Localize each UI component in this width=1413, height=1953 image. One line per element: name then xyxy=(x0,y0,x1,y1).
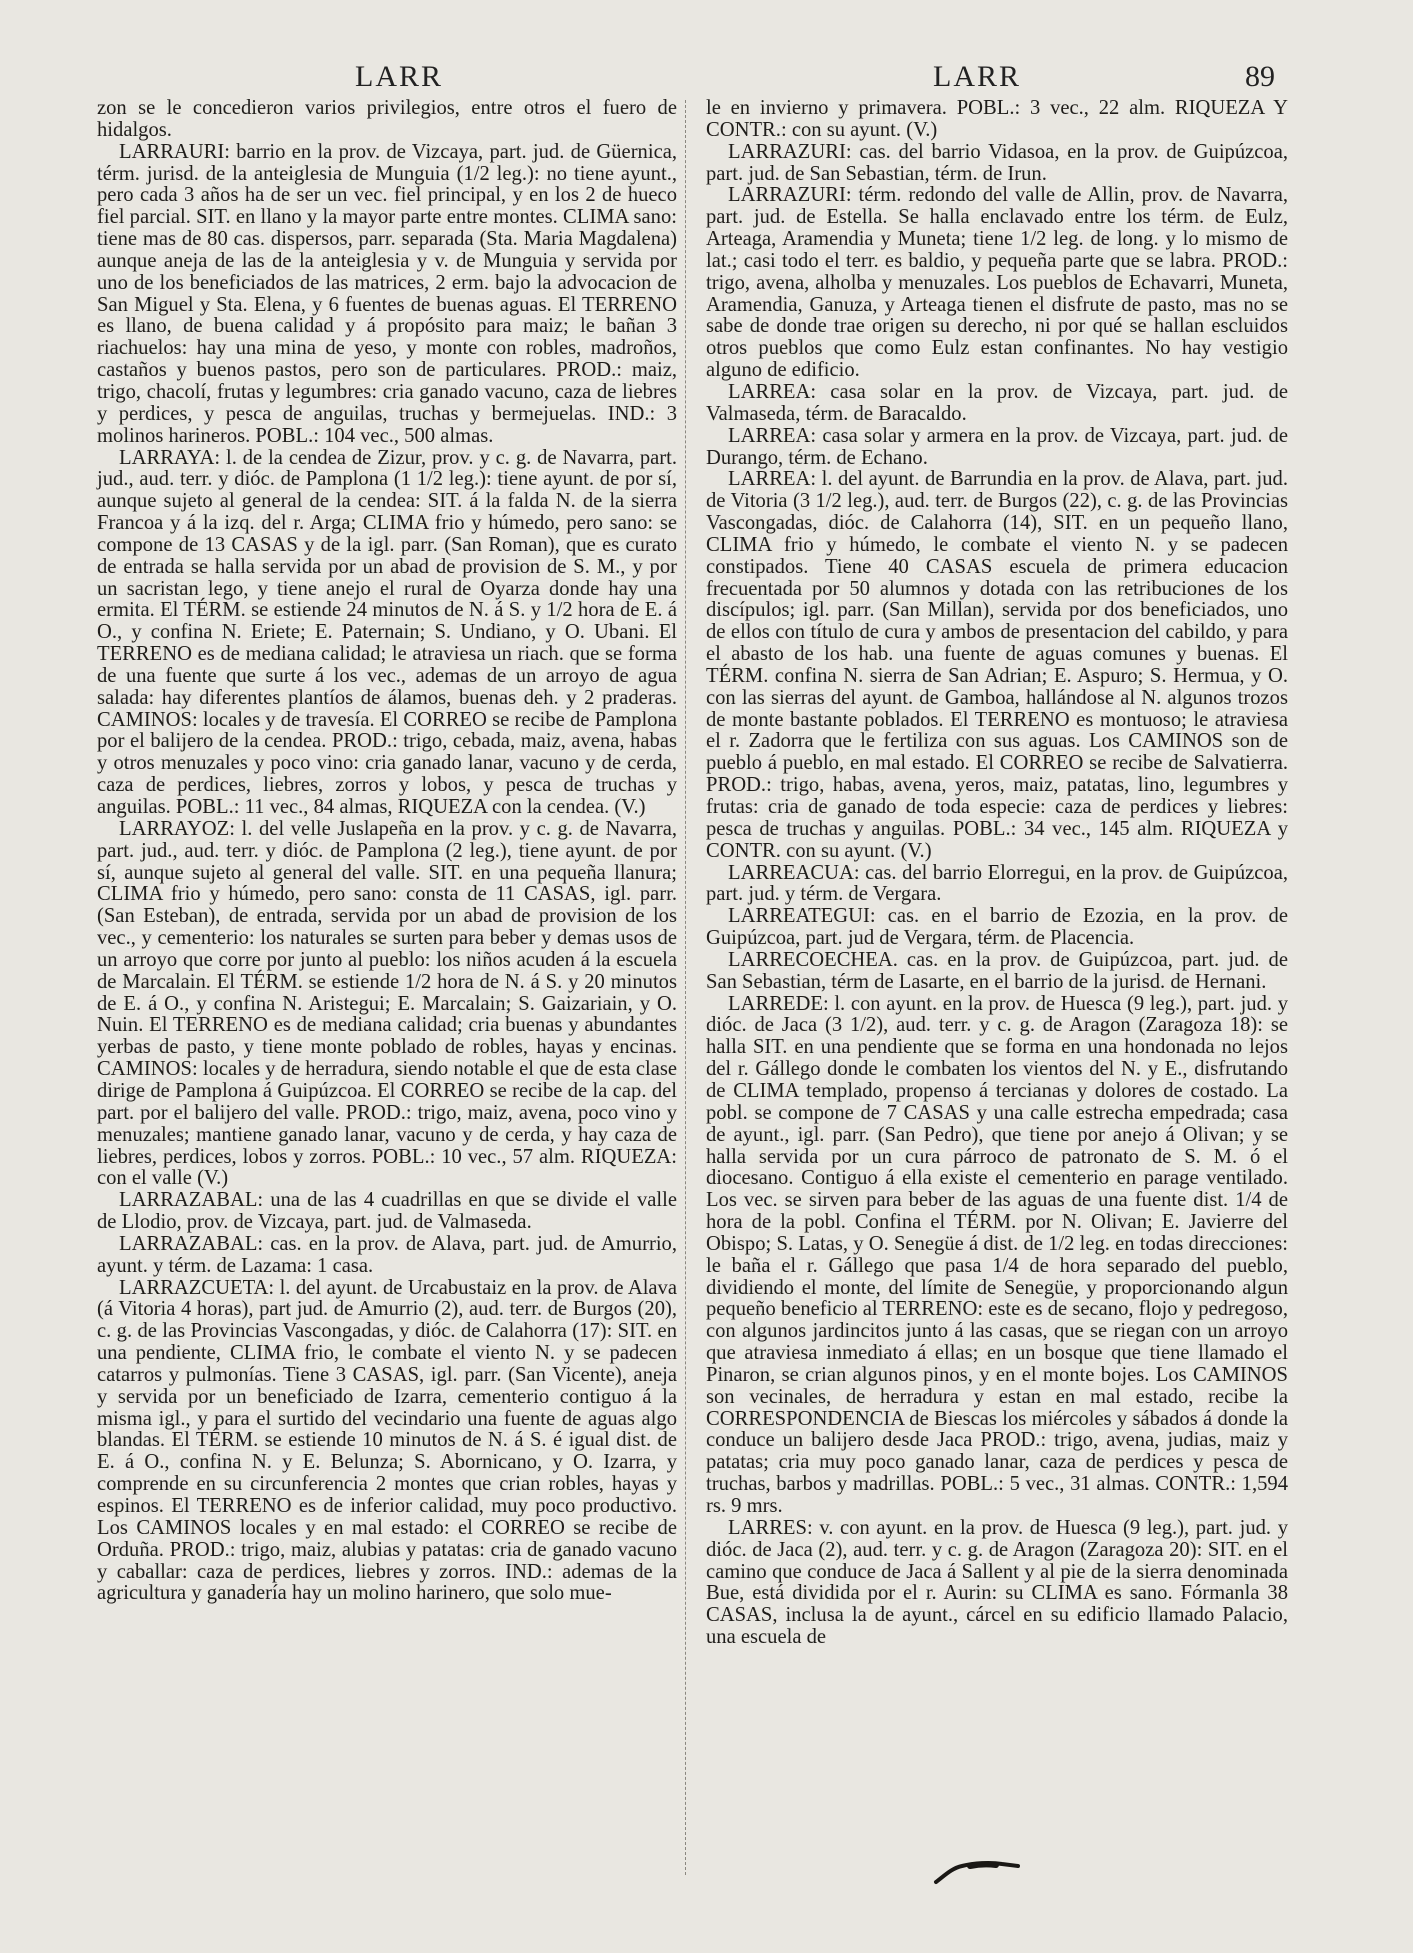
dictionary-entry: LARREATEGUI: cas. en el barrio de Ezozia, en la prov. de Guipúzcoa, part. jud de Vergara, térm. de Placencia. xyxy=(706,905,1288,950)
page-number: 89 xyxy=(1245,60,1275,93)
dictionary-entry: LARREA: casa solar en la prov. de Vizcaya, part. jud. de Valmaseda, térm. de Baracaldo. xyxy=(706,380,1288,425)
running-head-left: LARR xyxy=(355,60,444,93)
dictionary-entry: LARREACUA: cas. del barrio Elorregui, en la prov. de Guipúzcoa, part. jud. y térm. de Vergara. xyxy=(706,861,1288,906)
dictionary-entry: LARRAZCUETA: l. del ayunt. de Urcabustaiz en la prov. de Alava (á Vitoria 4 horas), part jud. de Amurrio (2), aud. terr. de Burgos (20), c. g. de las Provincias Vascongadas, y dióc. de Calahorra (17): SIT. en una pendiente, CLIMA frio, le combate el viento N. y se padecen catarros y pulmonías. Tiene 3 CASAS, igl. parr. (San Vicente), aneja y servida por un beneficiado de Izarra, cementerio contiguo á la misma igl., y para el surtido del vecindario una fuente de aguas algo blandas. El TÉRM. se estiende 10 minutos de N. á S. é igual dist. de E. á O., confina N. y E. Belunza; S. Aborniсano, y O. Izarra, y comprende en su circunferencia 2 montes que crian robles, hayas y espinos. El TERRENO es de inferior calidad, muy poco productivo. Los CAMINOS locales y en mal estado: el CORREO se recibe de Orduña. PROD.: trigo, maiz, alubias y patatas: cria de ganado vacuno y caballar: caza de perdices, liebres y zorros. IND.: ademas de la agricultura y ganadería hay un molino harinero, que solo mue- xyxy=(97,1276,677,1605)
dictionary-entry: LARRAZURI: térm. redondo del valle de Allin, prov. de Navarra, part. jud. de Estella. Se halla enclavado entre los térm. de Eulz, Arteaga, Aramendia y Muneta; tiene 1/2 leg. de long. y lo mismo de lat.; casi todo el terr. es baldio, y pequeña parte que se labra. PROD.: trigo, avena, alholba y menuzales. Los pueblos de Echavarri, Muneta, Aramendia, Ganuza, y Arteaga tienen el disfrute de pasto, mas no se sabe de donde trae origen su derecho, ni por qué se hallan escluidos otros pueblos que como Eulz estan confinantes. No hay vestigio alguno de edificio. xyxy=(706,184,1288,382)
dictionary-entry: LARRAYA: l. de la cendea de Zizur, prov. y c. g. de Navarra, part. jud., aud. terr. y dióc. de Pamplona (1 1/2 leg.): tiene ayunt. de por sí, aunque sujeto al general de la cendea: SIT. á la falda N. de la sierra Francoa y á la izq. del r. Arga; CLIMA frio y húmedo, pero sano: se compone de 13 CASAS y de la igl. parr. (San Roman), que es curato de entrada se halla servida por un abad de provision de S. M., y por un sacristan lego, y tiene anejo el rural de Oyarza donde hay una ermita. El TÉRM. se estiende 24 minutos de N. á S. y 1/2 hora de E. á O., y confina N. Eriete; E. Paternain; S. Undiano, y O. Ubani. El TERRENO es de mediana calidad; le atraviesa un riach. que se forma de una fuente que surte á los vec., ademas de un arroyo de agua salada: hay diferentes plantíos de álamos, buenas deh. y 2 praderas. CAMINOS: locales y de travesía. El CORREO se recibe de Pamplona por el balijero de la cendea. PROD.: trigo, cebada, maiz, avena, habas y otros menuzales y poco vino: cria ganado lanar, vacuno y de cerda, caza de perdices, liebres, zorros y lobos, y pesca de truchas y anguilas. POBL.: 11 vec., 84 almas, RIQUEZA con la cendea. (V.) xyxy=(97,446,677,818)
dictionary-entry: LARRAZURI: cas. del barrio Vidasoa, en la prov. de Guipúzcoa, part. jud. de San Sebastian, térm. de Irun. xyxy=(706,140,1288,185)
dictionary-entry: LARREDE: l. con ayunt. en la prov. de Huesca (9 leg.), part. jud. y dióc. de Jaca (3 1/2), aud. terr. y c. g. de Aragon (Zaragoza 18): se halla SIT. en una pendiente que se forma en una hondonada no lejos del r. Gállego donde le combaten los vientos del N. y E., disfrutando de CLIMA templado, propenso á tercianas y dolores de costado. La pobl. se compone de 7 CASAS y una calle estrecha empedrada; casa de ayunt., igl. parr. (San Pedro), que tiene por anejo á Olivan; y se halla servida por un cura párroco de patronato de S. M. ó el diocesano. Contiguo á ella existe el cementerio en parage ventilado. Los vec. se sirven para beber de las aguas de una fuente dist. 1/4 de hora de la pobl. Confina el TÉRM. por N. Olivan; E. Javierre del Obispo; S. Latas, y O. Senegüe á dist. de 1/2 leg. en todas direcciones: le baña el r. Gállego que pasa 1/4 de hora separado del pueblo, dividiendo el monte, del límite de Senegüe, y proporcionando algun pequeño beneficio al TERRENO: este es de secano, flojo y pedregoso, con algunos jardincitos junto á las casas, que se riegan con un arroyo que atraviesa inmediato á ellas; en un bosque que tiene llamado el Pinaron, se crian algunos pinos, y en el monte bojes. Los CAMINOS son vecinales, de herradura y estan en mal estado, recibe la CORRESPONDENCIA de Biescas los miércoles y sábados á donde la conduce un balijero desde Jaca PROD.: trigo, avena, judias, maiz y patatas; cria muy poco ganado lanar, caza de perdices y pesca de truchas, barbos y madrillas. POBL.: 5 vec., 31 almas. CONTR.: 1,594 rs. 9 mrs. xyxy=(706,992,1288,1517)
dictionary-entry: LARRAURI: barrio en la prov. de Vizcaya, part. jud. de Güernica, térm. jurisd. de la anteiglesia de Munguia (1/2 leg.): no tiene ayunt., pero cada 3 años ha de ser un vec. fiel principal, y en los 2 de hueco fiel parcial. SIT. en llano y la mayor parte entre montes. CLIMA sano: tiene mas de 80 cas. dispersos, parr. separada (Sta. Maria Magdalena) aunque aneja de las de la anteiglesia y v. de Munguia y servida por uno de los beneficiados de las matrices, 2 erm. bajo la advocacion de San Miguel y Sta. Elena, y 6 fuentes de buenas aguas. El TERRENO es llano, de buena calidad y á propósito para maiz; le bañan 3 riachuelos: hay una mina de yeso, y monte con robles, madroños, castaños y buenos pastos, pero son de particulares. PROD.: maiz, trigo, chacolí, frutas y legumbres: cria ganado vacuno, caza de liebres y perdices, y pesca de anguilas, truchas y bermejuelas. IND.: 3 molinos harineros. POBL.: 104 vec., 500 almas. xyxy=(97,140,677,447)
continued-paragraph: zon se le concedieron varios privilegios, entre otros el fuero de hidalgos. xyxy=(97,97,677,141)
right-column xyxy=(706,98,1288,1649)
dictionary-entry: LARREA: l. del ayunt. de Barrundia en la prov. de Alava, part. jud. de Vitoria (3 1/2 leg.), aud. terr. de Burgos (22), c. g. de las Provincias Vascongadas, dióc. de Calahorra (14), SIT. en un pequeño llano, CLIMA frio y húmedo, le combate el viento N. y se padecen constipados. Tiene 40 CASAS escuela de primera educacion frecuentada por 50 alumnos y dotada con las retribuciones de los discípulos; igl. parr. (San Millan), servida por dos beneficiados, uno de ellos con título de cura y ambos de presentacion del cabildo, y para el abasto de los hab. una fuente de aguas comunes y buenas. El TÉRM. confina N. sierra de San Adrian; E. Aspuro; S. Hermua, y O. con las sierras del ayunt. de Gamboa, hallándose al N. algunos trozos de monte bastante poblados. El TERRENO es montuoso; le atraviesa el r. Zadorra que le fertiliza con sus aguas. Los CAMINOS son de pueblo á pueblo, en mal estado. El CORREO se recibe de Salvatierra. PROD.: trigo, habas, avena, yeros, maiz, patatas, lino, legumbres y frutas: cria de ganado de toda especie: caza de perdices y liebres: pesca de truchas y anguilas. POBL.: 34 vec., 145 alm. RIQUEZA y CONTR. con su ayunt. (V.) xyxy=(706,468,1288,862)
dictionary-entry: LARRES: v. con ayunt. en la prov. de Huesca (9 leg.), part. jud. y dióc. de Jaca (2), aud. terr. y c. g. de Aragon (Zaragoza 20): SIT. en el camino que conduce de Jaca á Sallent y al pie de la sierra denominada Bue, está dividida por el r. Aurin: su CLIMA es sano. Fórmanla 38 CASAS, inclusa la de ayunt., cárcel en su edificio llamado Palacio, una escuela de xyxy=(706,1516,1288,1649)
dictionary-entry: LARRAZABAL: una de las 4 cuadrillas en que se divide el valle de Llodio, prov. de Vizcaya, part. jud. de Valmaseda. xyxy=(97,1189,677,1234)
column-divider xyxy=(685,100,686,1875)
dictionary-entry: LARRAZABAL: cas. en la prov. de Alava, part. jud. de Amurrio, ayunt. y térm. de Lazama: 1 casa. xyxy=(97,1232,677,1277)
dictionary-entry: LARREA: casa solar y armera en la prov. de Vizcaya, part. jud. de Durango, térm. de Echano. xyxy=(706,424,1288,469)
dictionary-entry: LARRAYOZ: l. del velle Juslapeña en la prov. y c. g. de Navarra, part. jud., aud. terr. y dióc. de Pamplona (2 leg.), tiene ayunt. de por sí, aunque sujeto al general del valle. SIT. en una pequeña llanura; CLIMA frio y húmedo, pero sano: consta de 11 CASAS, igl. parr. (San Esteban), de entrada, servida por un abad de provision de los vec., y cementerio: los naturales se surten para beber y demas usos de un arroyo que corre por junto al pueblo: los niños acuden á la escuela de Marcalain. El TÉRM. se estiende 1/2 hora de N. á S. y 20 minutos de E. á O., y confina N. Aristegui; E. Marcalain; S. Gaizariain, y O. Nuin. El TERRENO es de mediana calidad; cria buenas y abundantes yerbas de pasto, y tiene monte poblado de robles, hayas y encinas. CAMINOS: locales y de herradura, siendo notable el que de esta clase dirige de Pamplona á Guipúzcoa. El CORREO se recibe de la cap. del part. por el balijero del valle. PROD.: trigo, maiz, avena, poco vino y menuzales; mantiene ganado lanar, vacuno y de cerda, y hay caza de liebres, perdices, lobos y zorros. POBL.: 10 vec., 57 alm. RIQUEZA: con el valle (V.) xyxy=(97,817,677,1190)
ink-mark-icon xyxy=(930,1858,1025,1886)
running-head-right: LARR xyxy=(933,60,1022,93)
continued-paragraph: le en invierno y primavera. POBL.: 3 vec., 22 alm. RIQUEZA Y CONTR.: con su ayunt. (V.) xyxy=(706,97,1288,141)
left-column xyxy=(97,98,677,1605)
dictionary-entry: LARRECOECHEA. cas. en la prov. de Guipúzcoa, part. jud. de San Sebastian, térm de Lasarte, en el barrio de la jurisd. de Hernani. xyxy=(706,948,1288,993)
